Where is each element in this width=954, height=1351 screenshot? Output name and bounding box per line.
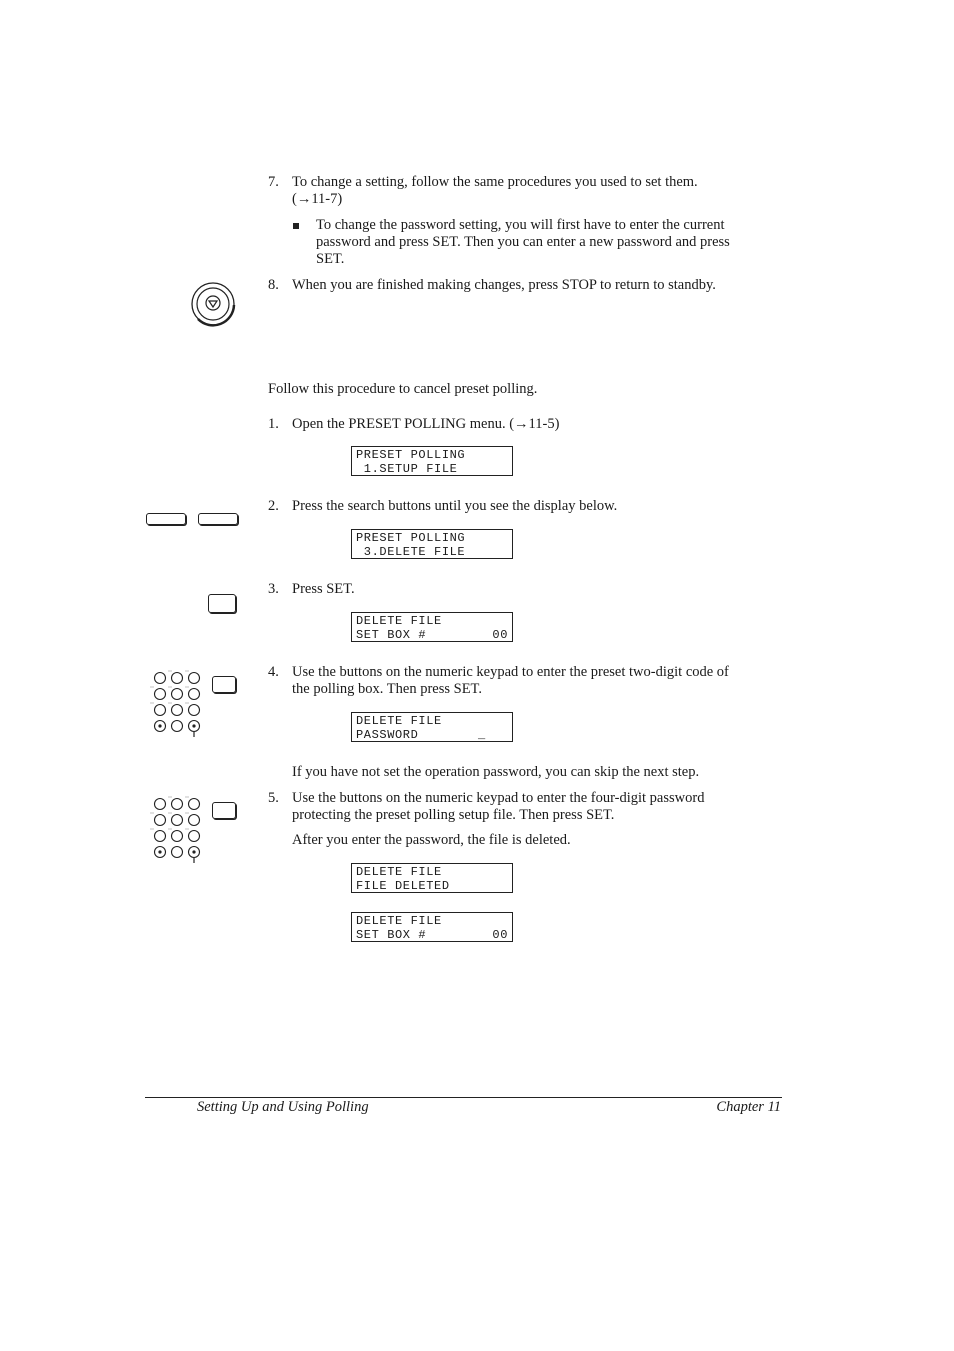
step-8-text: When you are finished making changes, press STOP to return to standby. bbox=[292, 277, 716, 293]
lcd-line-1: DELETE FILE bbox=[356, 914, 442, 928]
cancel-step-4-number: 4. bbox=[268, 664, 279, 680]
footer-right: Chapter 11 bbox=[716, 1099, 781, 1115]
lcd-line-2-row bbox=[356, 728, 512, 742]
cancel-step-3-text: Press SET. bbox=[292, 581, 355, 597]
lcd-display-4 bbox=[351, 712, 513, 742]
search-right-button-icon bbox=[198, 513, 238, 525]
bullet-icon bbox=[293, 223, 299, 229]
stop-button-icon bbox=[190, 281, 238, 329]
step-7-number: 7. bbox=[268, 174, 279, 190]
step-7-sub-line1: To change the password setting, you will first have to enter the current bbox=[316, 217, 725, 233]
step-7-ref: (→11-7) bbox=[292, 191, 343, 207]
lcd-display-3 bbox=[351, 612, 513, 642]
lcd-line-1: DELETE FILE bbox=[356, 865, 442, 879]
lcd-display-5 bbox=[351, 863, 513, 893]
lcd-line-2: 3.DELETE FILE bbox=[356, 545, 466, 559]
intro-text: Follow this procedure to cancel preset polling. bbox=[268, 381, 538, 397]
cancel-step-5-number: 5. bbox=[268, 790, 279, 806]
lcd-line-2: SET BOX # bbox=[356, 628, 427, 642]
cancel-step-5-line2: protecting the preset polling setup file. Then press SET. bbox=[292, 807, 615, 823]
set-key-icon bbox=[212, 676, 236, 693]
set-key-icon bbox=[212, 802, 236, 819]
lcd-line-2: SET BOX # bbox=[356, 928, 427, 942]
lcd-line-1: PRESET POLLING bbox=[356, 448, 466, 462]
cancel-step-4-line2: the polling box. Then press SET. bbox=[292, 681, 482, 697]
footer-left: Setting Up and Using Polling bbox=[197, 1099, 369, 1115]
footer-rule bbox=[145, 1097, 782, 1098]
lcd-line-2-row bbox=[356, 628, 512, 642]
lcd-display-2 bbox=[351, 529, 513, 559]
set-key-icon bbox=[208, 594, 236, 613]
step-7-sub-line3: SET. bbox=[316, 251, 345, 267]
lcd-line-2: FILE DELETED bbox=[356, 879, 450, 893]
lcd-line-1: PRESET POLLING bbox=[356, 531, 466, 545]
lcd-line-1: DELETE FILE bbox=[356, 714, 442, 728]
cancel-step-2-number: 2. bbox=[268, 498, 279, 514]
step-8-number: 8. bbox=[268, 277, 279, 293]
cancel-step-1-number: 1. bbox=[268, 416, 279, 432]
step-7-sub-line2: password and press SET. Then you can enter a new password and press bbox=[316, 234, 730, 250]
lcd-line-1: DELETE FILE bbox=[356, 614, 442, 628]
lcd-line-2-row bbox=[356, 928, 512, 942]
cancel-step-5-after: After you enter the password, the file is deleted. bbox=[292, 832, 571, 848]
cancel-step-4-line1: Use the buttons on the numeric keypad to enter the preset two-digit code of bbox=[292, 664, 729, 680]
lcd-value: 00 bbox=[492, 928, 508, 942]
step-7-text: To change a setting, follow the same procedures you used to set them. bbox=[292, 174, 698, 190]
lcd-line-2: PASSWORD bbox=[356, 728, 419, 742]
lcd-display-6 bbox=[351, 912, 513, 942]
numeric-keypad-icon bbox=[146, 794, 206, 864]
cancel-step-1-text: Open the PRESET POLLING menu. (→11-5) bbox=[292, 416, 560, 432]
cancel-step-2-text: Press the search buttons until you see the display below. bbox=[292, 498, 618, 514]
numeric-keypad-icon bbox=[146, 668, 206, 738]
lcd-value: 00 bbox=[492, 628, 508, 642]
search-left-button-icon bbox=[146, 513, 186, 525]
lcd-cursor: _ bbox=[478, 728, 486, 742]
lcd-display-1 bbox=[351, 446, 513, 476]
skip-note: If you have not set the operation password, you can skip the next step. bbox=[292, 764, 700, 780]
lcd-line-2: 1.SETUP FILE bbox=[356, 462, 458, 476]
cancel-step-3-number: 3. bbox=[268, 581, 279, 597]
cancel-step-5-line1: Use the buttons on the numeric keypad to enter the four-digit password bbox=[292, 790, 705, 806]
